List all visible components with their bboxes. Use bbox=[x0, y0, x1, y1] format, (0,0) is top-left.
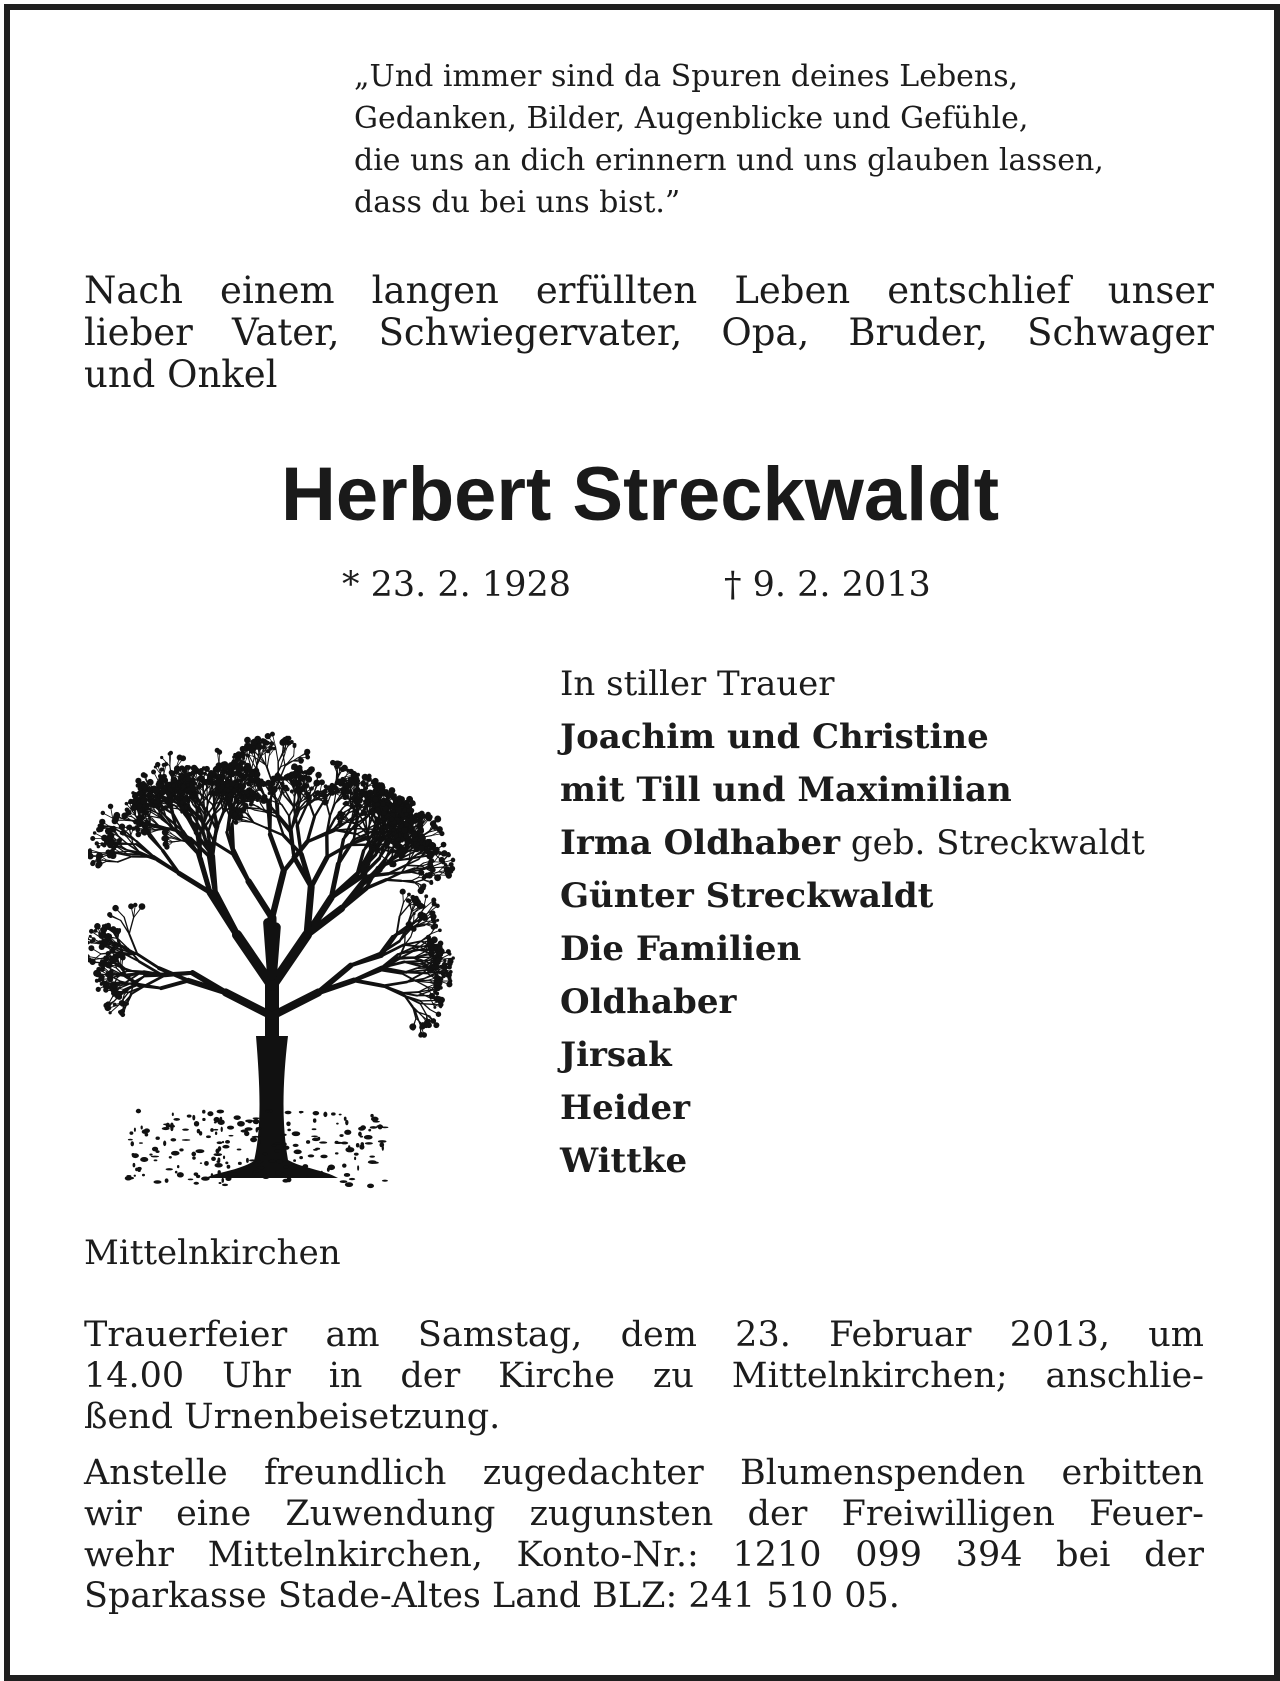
intro-line: lieber Vater, Schwiegervater, Opa, Bruder, Schwager bbox=[84, 311, 1214, 354]
mourner-maiden-name: geb. Streckwaldt bbox=[840, 823, 1145, 863]
quote-line: „Und immer sind da Spuren deines Lebens, bbox=[354, 59, 1019, 94]
service-line: ßend Urnenbeisetzung. bbox=[84, 1397, 501, 1437]
mourner-line: Wittke bbox=[560, 1141, 688, 1181]
quote-line: die uns an dich erinnern und uns glauben lassen, bbox=[354, 143, 1104, 178]
donation-line: Anstelle freundlich zugedachter Blumenspenden erbitten bbox=[84, 1453, 1204, 1493]
intro-paragraph bbox=[84, 270, 1214, 396]
deceased-name: Herbert Streckwaldt bbox=[280, 452, 1000, 537]
place-name: Mittelnkirchen bbox=[84, 1233, 341, 1273]
donation-line: wir eine Zuwendung zugunsten der Freiwilligen Feuer- bbox=[84, 1494, 1204, 1534]
donation-line: Sparkasse Stade-Altes Land BLZ: 241 510 05. bbox=[84, 1576, 900, 1616]
mourner-line: Günter Streckwaldt bbox=[560, 876, 934, 916]
intro-line: Nach einem langen erfüllten Leben entschlief unser bbox=[84, 269, 1214, 312]
mourner-line: mit Till und Maximilian bbox=[560, 770, 1012, 810]
service-line: Trauerfeier am Samstag, dem 23. Februar 2013, um bbox=[84, 1315, 1204, 1355]
memorial-quote bbox=[354, 56, 1204, 224]
tree-icon bbox=[88, 656, 468, 1196]
donation-line: wehr Mittelnkirchen, Konto-Nr.: 1210 099 394 bei der bbox=[84, 1535, 1204, 1575]
birth-date: * 23. 2. 1928 bbox=[342, 565, 572, 605]
mourner-line: Die Familien bbox=[560, 929, 802, 969]
service-line: 14.00 Uhr in der Kirche zu Mittelnkirchen; anschlie- bbox=[84, 1356, 1204, 1396]
mourner-line: Jirsak bbox=[560, 1035, 672, 1075]
quote-line: dass du bei uns bist.” bbox=[354, 185, 681, 220]
mourner-name: Irma Oldhaber bbox=[560, 823, 841, 863]
mourner-line: Joachim und Christine bbox=[560, 717, 989, 757]
mourner-line: Oldhaber bbox=[560, 982, 737, 1022]
mourner-line bbox=[560, 817, 1240, 870]
donation-request bbox=[84, 1453, 1204, 1617]
death-date: † 9. 2. 2013 bbox=[724, 565, 931, 605]
mourners-list bbox=[560, 658, 1240, 1188]
quote-line: Gedanken, Bilder, Augenblicke und Gefühle, bbox=[354, 101, 1029, 136]
mourning-lead: In stiller Trauer bbox=[560, 664, 835, 704]
intro-line: und Onkel bbox=[84, 353, 278, 396]
service-details bbox=[84, 1315, 1204, 1438]
mourner-line: Heider bbox=[560, 1088, 690, 1128]
